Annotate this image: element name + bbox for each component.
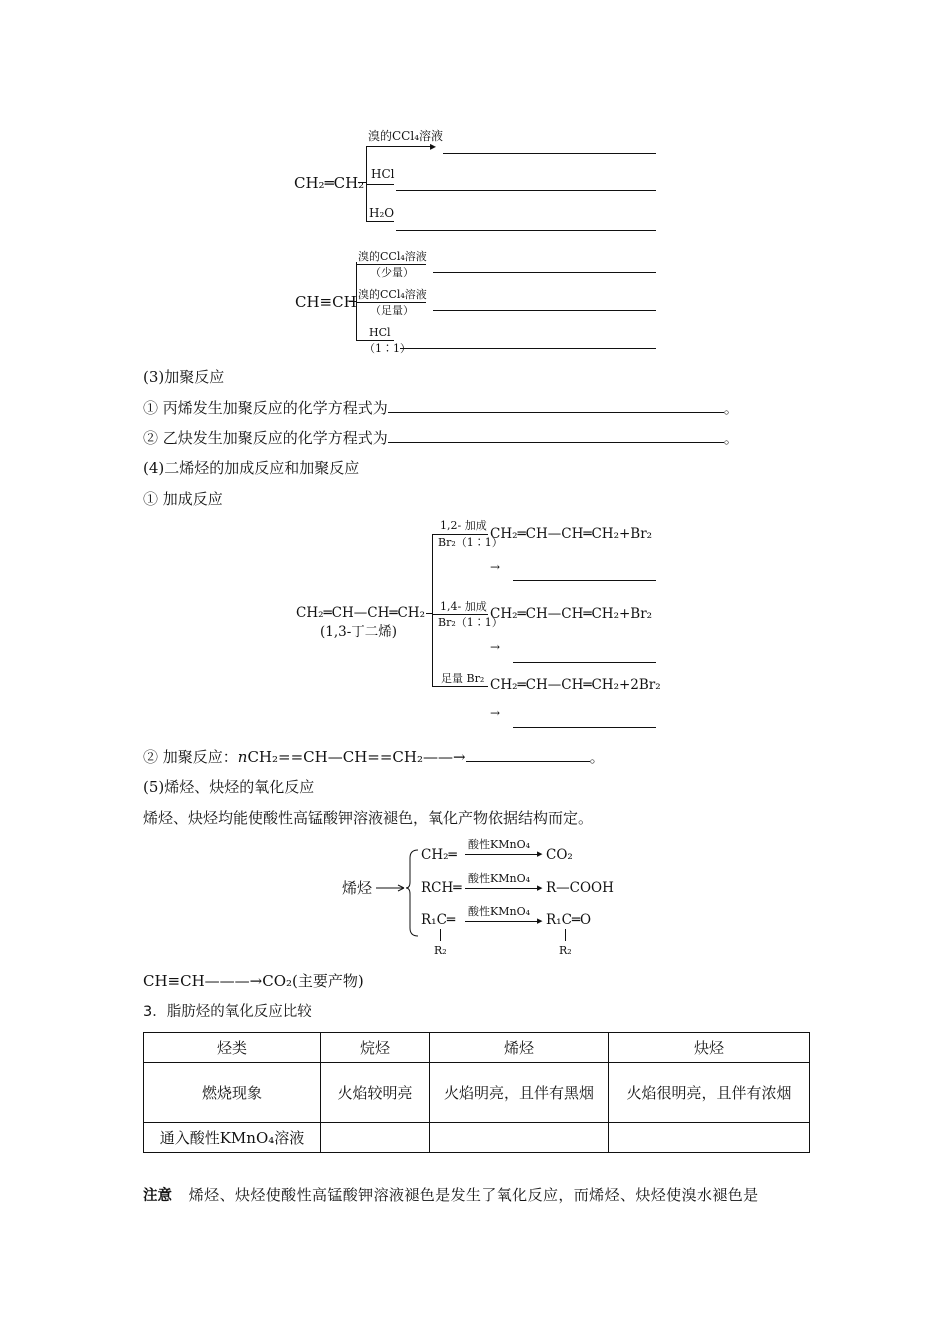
substituent-right: R₂ [559,944,572,957]
oxidation-intro: 烯烃、炔烃均能使酸性高锰酸钾溶液褪色，氧化产物依据结构而定。 [143,809,594,827]
polymerization-question-1 [143,397,739,418]
ethene-answer-blank-3 [396,230,656,231]
diene-branch-1-equation: CH₂═CH—CH═CH₂+Br₂ [490,526,653,542]
ethyne-oxidation: CH≡CH———→CO₂(主要产物) [143,972,364,990]
diene-formula: CH₂==CH—CH==CH₂ [247,748,423,766]
diene-branch-3-arrow [432,686,488,687]
period: 。 [589,748,605,766]
diene-branch-3-equation: CH₂═CH—CH═CH₂+2Br₂ [490,677,661,693]
ethyne-answer-blank-3 [400,348,656,349]
header-cell: 烷烃 [321,1033,430,1063]
section-4-heading: (4)二烯烃的加成反应和加聚反应 [143,459,360,477]
table-cell [609,1123,810,1153]
table-cell: 火焰很明亮，且伴有浓烟 [609,1063,810,1123]
oxidation-brace [376,848,416,938]
ethene-stem [358,182,366,183]
ethyne-reagent-2-top: 溴的CCl₄溶液 [358,288,427,301]
arrow-head: ▸ [537,847,543,860]
ethene-answer-blank-2 [396,190,656,191]
diene-branch-3-top: 足量 Br₂ [441,672,485,685]
diene-reactant: CH₂═CH—CH═CH₂ [296,605,425,621]
diene-polymerization [143,746,605,767]
label: ② 加聚反应： [143,748,238,766]
arrow-head: ▸ [537,881,543,894]
section-3-heading: (3)加聚反应 [143,368,225,386]
header-cell: 烃类 [144,1033,321,1063]
oxidation-row-2-product: R—COOH [546,880,614,896]
oxidation-row-3-reagent: 酸性KMnO₄ [468,905,530,918]
ethene-reactant: CH₂═CH₂ [294,174,365,192]
ethene-arrow-2 [366,184,394,185]
diene-branch-3-product-arrow: → [490,706,501,720]
ethyne-answer-blank-2 [433,310,656,311]
ethyne-reagent-1-top: 溴的CCl₄溶液 [358,250,427,263]
diene-branch-3-answer-blank [513,727,656,728]
diene-branch-2-top: 1,4- 加成 [440,600,487,613]
oxidation-row-2-reagent: 酸性KMnO₄ [468,872,530,885]
table-cell: 燃烧现象 [144,1063,321,1123]
table-row [144,1123,810,1153]
header-cell: 烯烃 [430,1033,609,1063]
n-coefficient: n [237,748,248,766]
ethene-reagent-2: HCl [371,167,395,181]
ethyne-answer-blank-1 [433,272,656,273]
oxidation-row-1-reagent: 酸性KMnO₄ [468,838,530,851]
oxidation-row-3-product: R₁C═O [546,912,592,928]
table-cell [430,1123,609,1153]
diene-branch-2-bottom: Br₂（1∶1） [438,616,503,629]
table-header-row [144,1033,810,1063]
oxidation-row-3-arrow [465,921,541,922]
ethyne-arrow-3 [356,340,394,341]
oxidation-row-2-reactant: RCH═ [421,880,462,896]
answer-blank [388,427,724,443]
diene-branch-2-product-arrow: → [490,640,501,654]
oxidation-row-1-product: CO₂ [546,847,573,863]
question-text: ① 丙烯发生加聚反应的化学方程式为 [143,399,388,417]
substituent-bond-right [565,929,566,941]
answer-blank [388,397,724,413]
table-cell: 火焰较明亮 [321,1063,430,1123]
comparison-table [143,1032,810,1153]
oxidation-row-3-reactant: R₁C═ [421,912,456,928]
ethyne-reactant: CH≡CH [295,293,357,311]
note-label: 注意 [143,1188,172,1204]
table-cell: 火焰明亮，且伴有黑烟 [430,1063,609,1123]
ethyne-arrow-2 [356,302,426,303]
ethyne-reagent-3-top: HCl [369,326,391,339]
note [143,1185,759,1206]
ethene-reagent-3: H₂O [369,206,395,220]
table-cell [321,1123,430,1153]
oxidation-row-1-reactant: CH₂═ [421,847,457,863]
diene-branch-line [432,534,433,686]
diene-branch-2-arrow [432,614,488,615]
diene-branch-1-bottom: Br₂（1∶1） [438,536,503,549]
oxidation-row-2-arrow [465,888,541,889]
diene-branch-2-equation: CH₂═CH—CH═CH₂+Br₂ [490,606,653,622]
ethyne-reagent-1-bottom: （少量） [370,266,414,279]
ethyne-stem [349,301,356,302]
substituent-bond-left [440,929,441,941]
diene-branch-1-arrow [432,534,488,535]
ethene-arrow-1 [366,146,434,147]
ethyne-branch-line [356,262,357,340]
diene-name: (1,3-丁二烯) [320,624,398,640]
ethene-answer-blank-1 [443,153,656,154]
polymerization-question-2 [143,427,739,448]
note-text: 烯烃、炔烃使酸性高锰酸钾溶液褪色是发生了氧化反应，而烯烃、炔烃使溴水褪色是 [188,1186,759,1204]
reaction-arrow: ——→ [423,748,466,766]
section-heading-3: 3．脂肪烃的氧化反应比较 [143,1004,312,1020]
oxidation-root: 烯烃 [342,879,373,897]
diene-branch-1-answer-blank [513,580,656,581]
answer-blank [466,746,590,762]
ethyne-reagent-3-bottom: （1∶1） [364,342,411,355]
ethene-reagent-1: 溴的CCl₄溶液 [368,129,444,143]
oxidation-row-1-arrow [465,854,541,855]
question-text: ② 乙炔发生加聚反应的化学方程式为 [143,429,388,447]
substituent-left: R₂ [434,944,447,957]
table-cell: 通入酸性KMnO₄溶液 [144,1123,321,1153]
arrow-head: ▸ [430,139,437,153]
period: 。 [723,399,739,417]
diene-branch-1-product-arrow: → [490,560,501,574]
diene-branch-1-top: 1,2- 加成 [440,519,487,532]
section-5-heading: (5)烯烃、炔烃的氧化反应 [143,778,315,796]
diene-branch-2-answer-blank [513,662,656,663]
period: 。 [723,429,739,447]
ethyne-arrow-1 [356,264,426,265]
header-cell: 炔烃 [609,1033,810,1063]
ethyne-reagent-2-bottom: （足量） [370,304,414,317]
table-row [144,1063,810,1123]
addition-reaction-label: ① 加成反应 [143,490,223,508]
arrow-head: ▸ [537,914,543,927]
ethene-arrow-3 [366,221,394,222]
